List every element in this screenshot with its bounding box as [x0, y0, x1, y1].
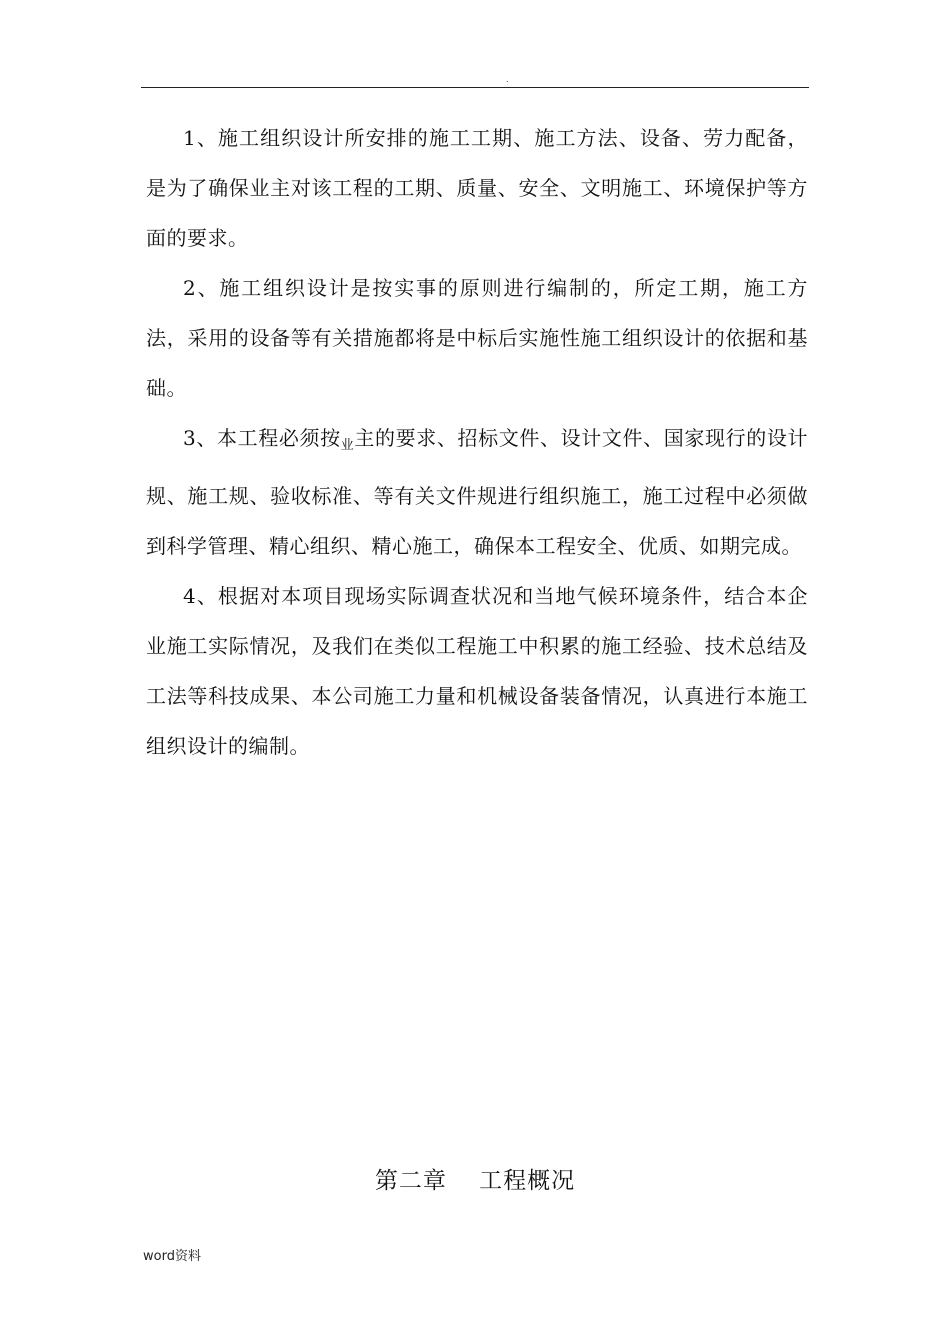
paragraph-3 — [146, 413, 808, 571]
footer-label: word资料 — [143, 1249, 201, 1264]
paragraph-4: 4、根据对本项目现场实际调查状况和当地气候环境条件，结合本企业施工实际情况，及我们在类似工程施工中积累的施工经验、技术总结及工法等科技成果、本公司施工力量和机械设备装备情况，认真进行本施工组织设计的编制。 — [146, 584, 808, 758]
header-mark: . — [506, 75, 509, 84]
paragraph-2: 2、施工组织设计是按实事的原则进行编制的，所定工期，施工方法，采用的设备等有关措施都将是中标后实施性施工组织设计的依据和基础。 — [146, 276, 808, 400]
document-body — [146, 113, 808, 771]
paragraph-3-rest: 主的要求、招标文件、设计文件、国家现行的设计规、施工规、验收标准、等有关文件规进行组织施工，施工过程中必须做到科学管理、精心组织、精心施工，确保本工程安全、优质、如期完成。 — [146, 426, 808, 558]
header-rule — [141, 87, 809, 88]
paragraph-3-subscript: 业 — [340, 438, 355, 453]
chapter-title: 第二章 工程概况 — [374, 1168, 576, 1194]
paragraph-3-lead: 3、本工程必须按 — [183, 426, 341, 450]
paragraph-1: 1、施工组织设计所安排的施工工期、施工方法、设备、劳力配备，是为了确保业主对该工程的工期、质量、安全、文明施工、环境保护等方面的要求。 — [146, 126, 808, 250]
